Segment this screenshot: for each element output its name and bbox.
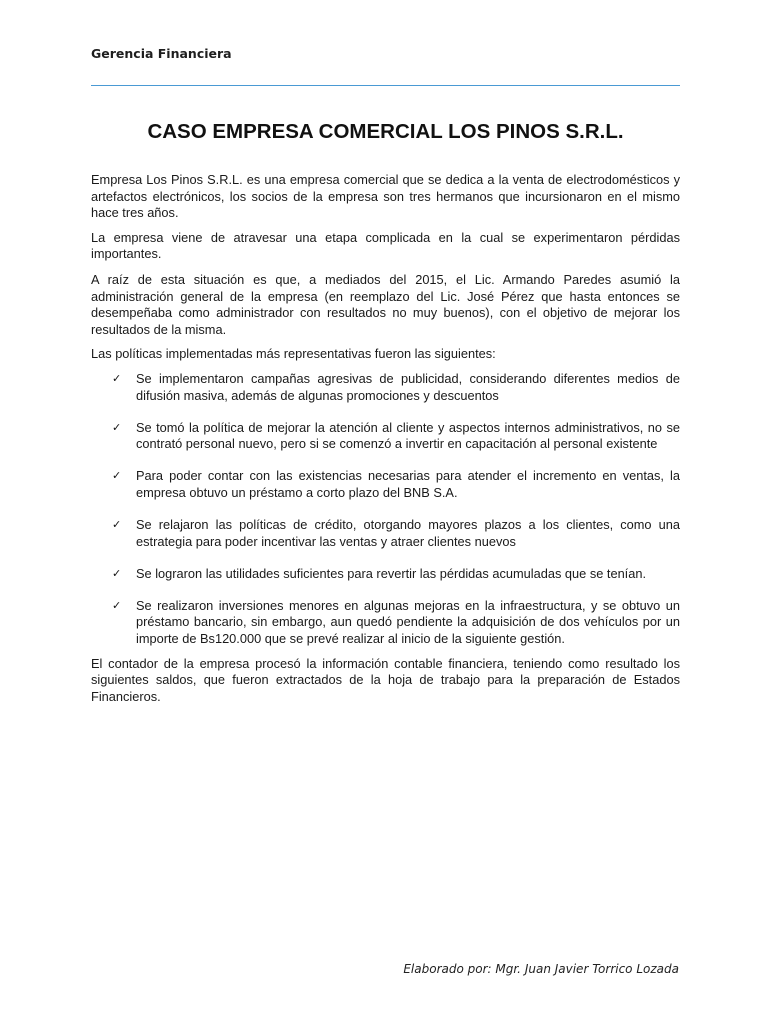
- document-body: [91, 172, 680, 713]
- list-item: [91, 598, 680, 648]
- policy-text: Se implementaron campañas agresivas de publicidad, considerando diferentes medios de difusión masiva, además de algunas promociones y descuentos: [136, 370, 680, 403]
- list-item: [91, 371, 680, 404]
- header-divider: [91, 85, 680, 86]
- page-footer: Elaborado por: Mgr. Juan Javier Torrico Lozada: [403, 962, 679, 976]
- paragraph-policies-intro: Las políticas implementadas más representativas fueron las siguientes:: [91, 346, 496, 362]
- policies-list: [91, 371, 680, 648]
- policy-text: Se tomó la política de mejorar la atención al cliente y aspectos internos administrativos, no se contrató personal nuevo, pero si se comenzó a invertir en capacitación al personal existente: [136, 419, 680, 452]
- policy-text: Se relajaron las políticas de crédito, otorgando mayores plazos a los clientes, como una estrategia para poder incentivar las ventas y atraer clientes nuevos: [136, 517, 680, 549]
- document-title: CASO EMPRESA COMERCIAL LOS PINOS S.R.L.: [147, 120, 624, 143]
- paragraph-closing: El contador de la empresa procesó la información contable financiera, teniendo como resultado los siguientes saldos, que fueron extractados de la hoja de trabajo para la preparación de Estados Financieros.: [91, 655, 680, 704]
- list-item: [91, 420, 680, 453]
- list-item: [91, 468, 680, 501]
- list-item: [91, 566, 680, 583]
- checkmark-icon: ✓: [112, 469, 122, 483]
- page-header: Gerencia Financiera: [91, 46, 232, 61]
- checkmark-icon: ✓: [112, 420, 122, 434]
- checkmark-icon: ✓: [112, 566, 122, 580]
- policy-text: Se lograron las utilidades suficientes para revertir las pérdidas acumuladas que se tenían.: [136, 565, 647, 581]
- paragraph-losses: La empresa viene de atravesar una etapa complicada en la cual se experimentaron pérdidas importantes.: [91, 229, 680, 262]
- paragraph-administration: A raíz de esta situación es que, a mediados del 2015, el Lic. Armando Paredes asumió la administración general de la empresa (en reemplazo del Lic. José Pérez que hasta entonces se desempeñaba como administrador con resultados no muy buenos), con el objetivo de mejorar los resultados de la misma.: [91, 271, 680, 337]
- paragraph-intro: Empresa Los Pinos S.R.L. es una empresa comercial que se dedica a la venta de electrodomésticos y artefactos electrónicos, los socios de la empresa son tres hermanos que incursionaron en el mismo hace tres años.: [91, 172, 680, 221]
- policy-text: Para poder contar con las existencias necesarias para atender el incremento en ventas, la empresa obtuvo un préstamo a corto plazo del BNB S.A.: [136, 468, 680, 500]
- checkmark-icon: ✓: [112, 598, 122, 612]
- policy-text: Se realizaron inversiones menores en algunas mejoras en la infraestructura, y se obtuvo un préstamo bancario, sin embargo, aun quedó pendiente la adquisición de dos vehículos por un importe de Bs120.000 que se prevé realizar al inicio de la siguiente gestión.: [136, 597, 680, 646]
- list-item: [91, 517, 680, 550]
- checkmark-icon: ✓: [112, 371, 122, 385]
- checkmark-icon: ✓: [112, 518, 122, 531]
